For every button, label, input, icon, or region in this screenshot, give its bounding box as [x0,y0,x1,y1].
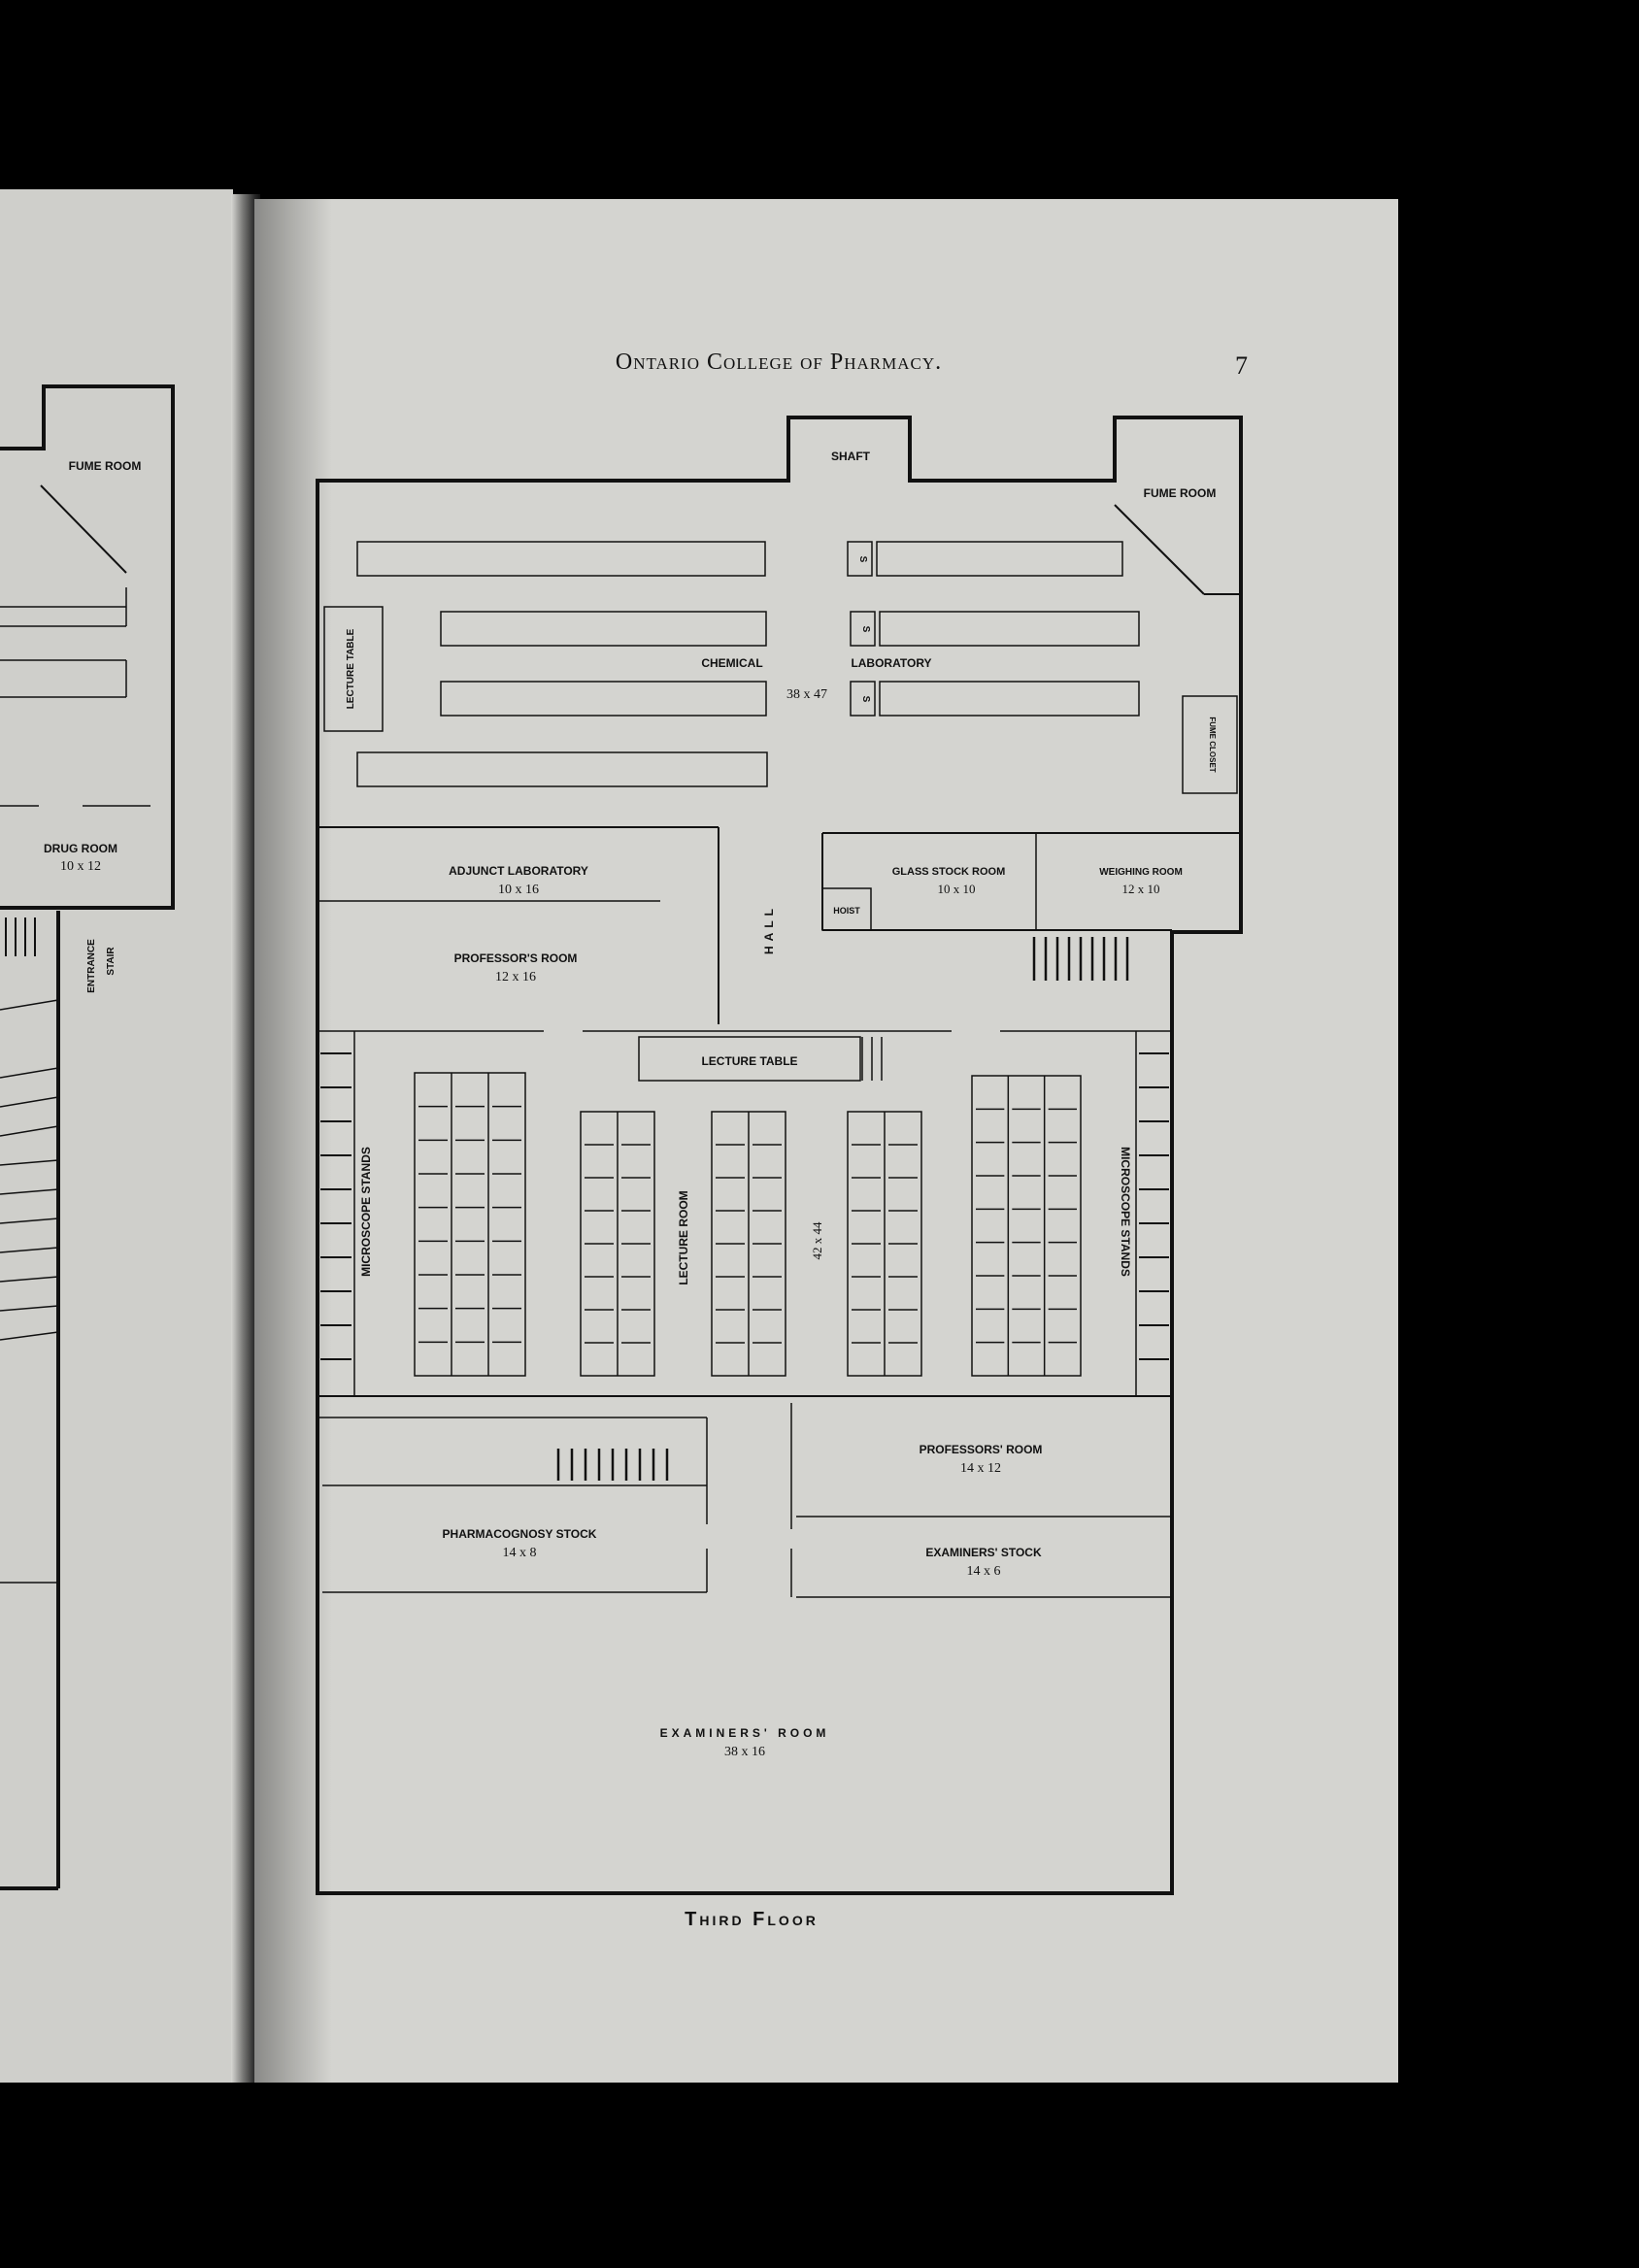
lab-bench [357,542,765,576]
stair-label: STAIR [106,947,117,976]
glass-stock-label: GLASS STOCK ROOM [891,866,1006,878]
sink-label: S [860,625,871,633]
lab-bench [880,612,1139,646]
left-fume-room-label: FUME ROOM [68,459,142,473]
lab-bench [441,682,766,716]
microscope-stands-left-label: MICROSCOPE STANDS [359,1147,373,1277]
microscope-stands-right-label: MICROSCOPE STANDS [1119,1147,1132,1277]
sink-label: S [860,695,871,703]
glass-stock-dimensions: 10 x 10 [937,882,976,896]
lab-bench [877,542,1122,576]
floor-title: Third Floor [685,1909,819,1930]
lab-bench [441,612,766,646]
weighing-room-label: WEIGHING ROOM [1099,867,1183,878]
sink-label: S [857,555,868,563]
examiners-stock-label: EXAMINERS' STOCK [925,1546,1042,1559]
shaft-label: SHAFT [831,450,870,463]
desk-block [415,1073,525,1376]
chemical-lab-dimensions: 38 x 47 [786,687,827,702]
lab-bench [880,682,1139,716]
page-number: 7 [1235,351,1248,380]
hall-label: HALL [762,904,776,954]
chemical-label: CHEMICAL [701,656,763,670]
left-page-plan [0,386,173,1888]
page-header: Ontario College of Pharmacy. [615,350,943,375]
pharmacognosy-stock-dimensions: 14 x 8 [502,1546,537,1560]
pharmacognosy-stock-label: PHARMACOGNOSY STOCK [442,1527,597,1541]
desk-block [972,1076,1081,1376]
examiners-room-label: EXAMINERS' ROOM [659,1726,830,1740]
laboratory-label: LABORATORY [851,656,932,670]
professors-room-dimensions: 12 x 16 [495,970,536,984]
drug-room-dimensions: 10 x 12 [60,859,101,874]
lecture-room-dimensions: 42 x 44 [810,1221,824,1260]
lab-bench [357,752,767,786]
fume-closet-label: FUME CLOSET [1208,717,1217,773]
lecture-room-label: LECTURE ROOM [677,1190,690,1285]
professors-room-label: PROFESSOR'S ROOM [453,951,578,965]
adjunct-lab-dimensions: 10 x 16 [498,883,539,897]
professors-room-2-dimensions: 14 x 12 [960,1461,1001,1476]
examiners-room-dimensions: 38 x 16 [724,1745,765,1759]
lecture-table-vertical-label: LECTURE TABLE [346,628,356,710]
hoist-label: HOIST [833,906,860,916]
examiners-stock-dimensions: 14 x 6 [966,1564,1001,1579]
lecture-table-label: LECTURE TABLE [701,1054,798,1068]
entrance-label: ENTRANCE [86,939,97,993]
microscope-stands-left [320,1053,351,1359]
fume-room-label: FUME ROOM [1143,486,1217,500]
weighing-room-dimensions: 12 x 10 [1121,882,1160,896]
adjunct-lab-label: ADJUNCT LABORATORY [449,864,588,878]
microscope-stands-right [1139,1053,1169,1359]
professors-room-2-label: PROFESSORS' ROOM [919,1443,1043,1456]
drug-room-label: DRUG ROOM [44,842,117,855]
outer-wall [318,417,1241,1893]
